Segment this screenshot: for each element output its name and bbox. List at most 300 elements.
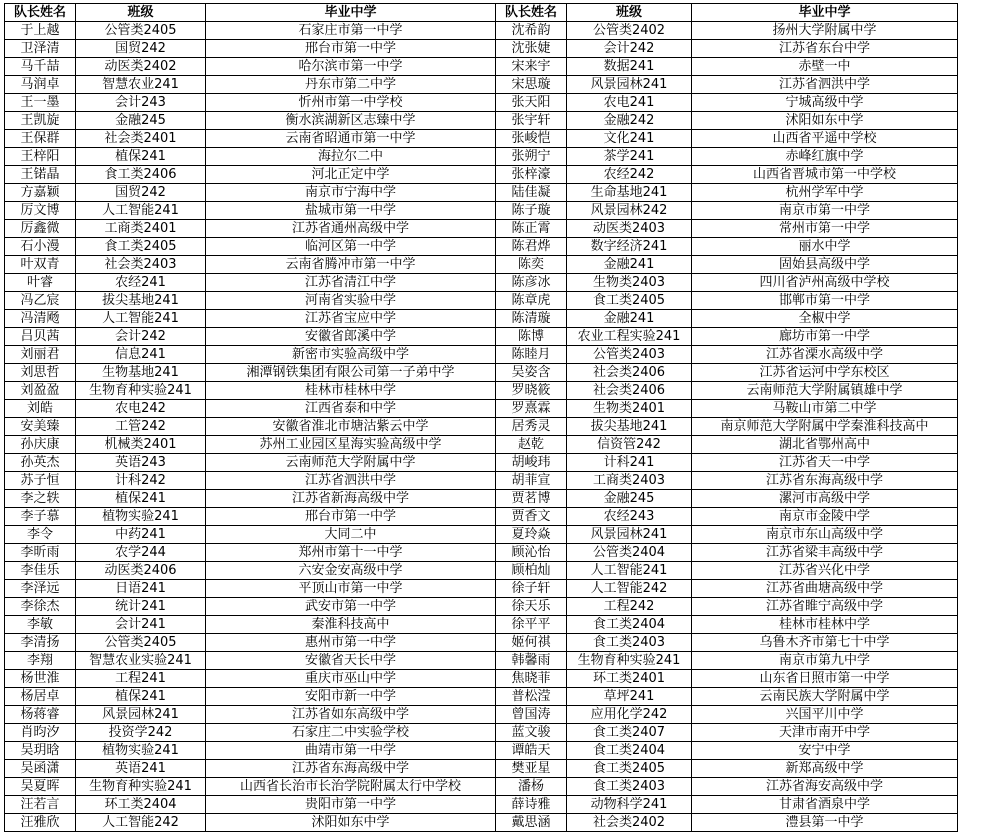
cell-leader-name-left: 石小漫 — [5, 238, 76, 256]
table-row — [5, 112, 958, 130]
cell-leader-name-left: 刘皓 — [5, 400, 76, 418]
cell-leader-name-right: 陈章虎 — [496, 292, 567, 310]
cell-school-left: 山西省长治市长治学院附属太行中学校 — [206, 778, 496, 796]
cell-class-left: 生物育种实验241 — [76, 778, 206, 796]
cell-school-left: 云南省昭通市第一中学 — [206, 130, 496, 148]
table-row — [5, 202, 958, 220]
cell-school-left: 大同二中 — [206, 526, 496, 544]
cell-class-left: 动医类2406 — [76, 562, 206, 580]
cell-school-right: 江苏省睢宁高级中学 — [692, 598, 958, 616]
cell-leader-name-right: 宋思璇 — [496, 76, 567, 94]
cell-school-left: 秦淮科技高中 — [206, 616, 496, 634]
cell-leader-name-right: 顾沁怡 — [496, 544, 567, 562]
cell-school-left: 江苏省清江中学 — [206, 274, 496, 292]
cell-leader-name-right: 姬何祺 — [496, 634, 567, 652]
cell-leader-name-right: 蓝文骏 — [496, 724, 567, 742]
cell-class-left: 信息241 — [76, 346, 206, 364]
table-row — [5, 400, 958, 418]
cell-class-left: 农经241 — [76, 274, 206, 292]
cell-school-right: 乌鲁木齐市第七十中学 — [692, 634, 958, 652]
cell-leader-name-right: 张天阳 — [496, 94, 567, 112]
table-row — [5, 418, 958, 436]
cell-school-right: 云南民族大学附属中学 — [692, 688, 958, 706]
header-school-left: 毕业中学 — [206, 4, 496, 22]
cell-class-right: 公管类2404 — [567, 544, 692, 562]
cell-school-left: 盐城市第一中学 — [206, 202, 496, 220]
cell-school-left: 郑州市第十一中学 — [206, 544, 496, 562]
table-row — [5, 22, 958, 40]
cell-school-left: 南京市宁海中学 — [206, 184, 496, 202]
cell-school-right: 南京市金陵中学 — [692, 508, 958, 526]
cell-class-left: 植物实验241 — [76, 742, 206, 760]
cell-school-right: 江苏省兴化中学 — [692, 562, 958, 580]
cell-leader-name-right: 樊亚星 — [496, 760, 567, 778]
cell-school-left: 河南省实验中学 — [206, 292, 496, 310]
cell-leader-name-right: 戴思涵 — [496, 814, 567, 832]
cell-class-right: 工商类2403 — [567, 472, 692, 490]
header-row — [5, 4, 958, 22]
cell-school-left: 湘潭钢铁集团有限公司第一子弟中学 — [206, 364, 496, 382]
cell-class-right: 信资管242 — [567, 436, 692, 454]
cell-school-right: 桂林市桂林中学 — [692, 616, 958, 634]
table-row — [5, 508, 958, 526]
cell-class-left: 植物实验241 — [76, 508, 206, 526]
table-body — [5, 22, 958, 832]
cell-leader-name-right: 宋来宇 — [496, 58, 567, 76]
cell-school-right: 南京市第九中学 — [692, 652, 958, 670]
cell-school-right: 廊坊市第一中学 — [692, 328, 958, 346]
cell-leader-name-left: 卫泽清 — [5, 40, 76, 58]
cell-leader-name-left: 李泽远 — [5, 580, 76, 598]
cell-leader-name-right: 罗熹霖 — [496, 400, 567, 418]
cell-class-right: 人工智能242 — [567, 580, 692, 598]
cell-class-left: 环工类2404 — [76, 796, 206, 814]
cell-class-right: 风景园林241 — [567, 526, 692, 544]
cell-leader-name-left: 厉鑫微 — [5, 220, 76, 238]
table-row — [5, 220, 958, 238]
cell-class-left: 国贸242 — [76, 184, 206, 202]
table-row — [5, 670, 958, 688]
cell-leader-name-right: 胡菲宣 — [496, 472, 567, 490]
cell-school-left: 惠州市第一中学 — [206, 634, 496, 652]
cell-leader-name-right: 吴姿含 — [496, 364, 567, 382]
cell-school-left: 衡水滨湖新区志臻中学 — [206, 112, 496, 130]
cell-leader-name-left: 李清扬 — [5, 634, 76, 652]
cell-class-right: 动物科学241 — [567, 796, 692, 814]
cell-class-right: 茶学241 — [567, 148, 692, 166]
cell-class-right: 食工类2407 — [567, 724, 692, 742]
cell-leader-name-right: 陈睦月 — [496, 346, 567, 364]
cell-class-right: 数字经济241 — [567, 238, 692, 256]
cell-class-right: 动医类2403 — [567, 220, 692, 238]
cell-class-left: 国贸242 — [76, 40, 206, 58]
cell-class-left: 拔尖基地241 — [76, 292, 206, 310]
cell-leader-name-right: 韩馨雨 — [496, 652, 567, 670]
cell-class-right: 数据241 — [567, 58, 692, 76]
cell-leader-name-left: 李昕雨 — [5, 544, 76, 562]
cell-class-left: 农学244 — [76, 544, 206, 562]
table-row — [5, 814, 958, 832]
cell-school-right: 兴国平川中学 — [692, 706, 958, 724]
cell-school-right: 澧县第一中学 — [692, 814, 958, 832]
cell-class-left: 食工类2405 — [76, 238, 206, 256]
cell-class-left: 智慧农业241 — [76, 76, 206, 94]
cell-leader-name-left: 冯清飏 — [5, 310, 76, 328]
cell-leader-name-left: 杨世淮 — [5, 670, 76, 688]
table-row — [5, 778, 958, 796]
cell-leader-name-right: 顾柏灿 — [496, 562, 567, 580]
cell-leader-name-right: 张朔宁 — [496, 148, 567, 166]
cell-school-left: 哈尔滨市第一中学 — [206, 58, 496, 76]
cell-class-left: 英语243 — [76, 454, 206, 472]
cell-class-right: 人工智能241 — [567, 562, 692, 580]
cell-school-left: 江西省泰和中学 — [206, 400, 496, 418]
cell-class-right: 农经242 — [567, 166, 692, 184]
cell-class-right: 生物育种实验241 — [567, 652, 692, 670]
cell-class-right: 社会类2406 — [567, 364, 692, 382]
cell-class-right: 金融241 — [567, 310, 692, 328]
cell-school-right: 甘肃省酒泉中学 — [692, 796, 958, 814]
cell-class-right: 公管类2403 — [567, 346, 692, 364]
cell-class-right: 草坪241 — [567, 688, 692, 706]
cell-class-left: 社会类2403 — [76, 256, 206, 274]
cell-school-left: 曲靖市第一中学 — [206, 742, 496, 760]
cell-leader-name-right: 潘杨 — [496, 778, 567, 796]
cell-class-left: 食工类2406 — [76, 166, 206, 184]
cell-school-left: 安徽省淮北市塘沽紫云中学 — [206, 418, 496, 436]
cell-leader-name-left: 马润卓 — [5, 76, 76, 94]
table-row — [5, 166, 958, 184]
table-row — [5, 364, 958, 382]
cell-leader-name-left: 安美臻 — [5, 418, 76, 436]
cell-class-left: 生物育种实验241 — [76, 382, 206, 400]
table-row — [5, 634, 958, 652]
cell-class-right: 拔尖基地241 — [567, 418, 692, 436]
cell-school-right: 漯河市高级中学 — [692, 490, 958, 508]
table-row — [5, 328, 958, 346]
cell-class-left: 工管242 — [76, 418, 206, 436]
cell-school-right: 江苏省曲塘高级中学 — [692, 580, 958, 598]
cell-school-left: 苏州工业园区星海实验高级中学 — [206, 436, 496, 454]
cell-leader-name-left: 刘盈盈 — [5, 382, 76, 400]
table-row — [5, 94, 958, 112]
table-row — [5, 796, 958, 814]
cell-school-left: 安徽省郎溪中学 — [206, 328, 496, 346]
cell-leader-name-left: 李翔 — [5, 652, 76, 670]
cell-class-right: 风景园林242 — [567, 202, 692, 220]
cell-class-right: 食工类2404 — [567, 616, 692, 634]
cell-class-right: 农业工程实验241 — [567, 328, 692, 346]
cell-class-left: 人工智能242 — [76, 814, 206, 832]
cell-leader-name-left: 王锘晶 — [5, 166, 76, 184]
cell-leader-name-left: 孙庆康 — [5, 436, 76, 454]
cell-class-right: 金融241 — [567, 256, 692, 274]
cell-leader-name-right: 焦晓菲 — [496, 670, 567, 688]
table-row — [5, 274, 958, 292]
cell-school-left: 云南省腾冲市第一中学 — [206, 256, 496, 274]
table-row — [5, 706, 958, 724]
table-row — [5, 562, 958, 580]
cell-leader-name-right: 薛诗雅 — [496, 796, 567, 814]
cell-class-left: 农电242 — [76, 400, 206, 418]
cell-school-left: 云南师范大学附属中学 — [206, 454, 496, 472]
cell-leader-name-right: 夏玲焱 — [496, 526, 567, 544]
cell-leader-name-left: 杨居卓 — [5, 688, 76, 706]
cell-school-left: 邢台市第一中学 — [206, 40, 496, 58]
cell-school-left: 江苏省新海高级中学 — [206, 490, 496, 508]
cell-school-right: 南京师范大学附属中学秦淮科技高中 — [692, 418, 958, 436]
cell-school-right: 丽水中学 — [692, 238, 958, 256]
cell-school-left: 贵阳市第一中学 — [206, 796, 496, 814]
cell-class-right: 生物类2403 — [567, 274, 692, 292]
cell-class-right: 农电241 — [567, 94, 692, 112]
table-row — [5, 238, 958, 256]
cell-class-left: 工商类2401 — [76, 220, 206, 238]
cell-school-left: 江苏省宝应中学 — [206, 310, 496, 328]
table-row — [5, 148, 958, 166]
cell-school-right: 新郑高级中学 — [692, 760, 958, 778]
cell-school-right: 南京市东山高级中学 — [692, 526, 958, 544]
cell-leader-name-right: 陈君烨 — [496, 238, 567, 256]
header-class-left: 班级 — [76, 4, 206, 22]
team-leader-table — [4, 3, 958, 832]
cell-leader-name-left: 王凯旋 — [5, 112, 76, 130]
cell-school-left: 新密市实验高级中学 — [206, 346, 496, 364]
cell-class-left: 机械类2401 — [76, 436, 206, 454]
cell-school-right: 山西省平遥中学校 — [692, 130, 958, 148]
cell-leader-name-left: 于上越 — [5, 22, 76, 40]
cell-leader-name-right: 陈子璇 — [496, 202, 567, 220]
cell-class-left: 动医类2402 — [76, 58, 206, 76]
cell-school-left: 忻州市第一中学校 — [206, 94, 496, 112]
cell-school-right: 马鞍山市第二中学 — [692, 400, 958, 418]
cell-leader-name-left: 叶双青 — [5, 256, 76, 274]
cell-school-right: 江苏省东海高级中学 — [692, 472, 958, 490]
table-row — [5, 58, 958, 76]
cell-leader-name-right: 胡峻玮 — [496, 454, 567, 472]
cell-class-left: 会计243 — [76, 94, 206, 112]
cell-leader-name-left: 冯乙宸 — [5, 292, 76, 310]
table-row — [5, 598, 958, 616]
cell-school-left: 武安市第一中学 — [206, 598, 496, 616]
header-leader-name-left: 队长姓名 — [5, 4, 76, 22]
cell-school-left: 平顶山市第一中学 — [206, 580, 496, 598]
cell-school-right: 沭阳如东中学 — [692, 112, 958, 130]
cell-class-right: 风景园林241 — [567, 76, 692, 94]
cell-class-right: 工程242 — [567, 598, 692, 616]
cell-leader-name-right: 陈彦冰 — [496, 274, 567, 292]
cell-leader-name-left: 王保群 — [5, 130, 76, 148]
cell-class-right: 社会类2402 — [567, 814, 692, 832]
cell-class-right: 社会类2406 — [567, 382, 692, 400]
cell-leader-name-right: 赵乾 — [496, 436, 567, 454]
cell-school-left: 石家庄二中实验学校 — [206, 724, 496, 742]
cell-leader-name-right: 张峻恺 — [496, 130, 567, 148]
cell-school-left: 六安金安高级中学 — [206, 562, 496, 580]
cell-leader-name-right: 普松滢 — [496, 688, 567, 706]
cell-school-left: 重庆市巫山中学 — [206, 670, 496, 688]
cell-class-left: 计科242 — [76, 472, 206, 490]
table-row — [5, 292, 958, 310]
cell-school-left: 安阳市新一中学 — [206, 688, 496, 706]
table-row — [5, 724, 958, 742]
cell-leader-name-left: 肖昀汐 — [5, 724, 76, 742]
cell-school-right: 四川省泸州高级中学校 — [692, 274, 958, 292]
table-row — [5, 760, 958, 778]
cell-leader-name-left: 王一墨 — [5, 94, 76, 112]
table-row — [5, 76, 958, 94]
cell-leader-name-left: 刘丽君 — [5, 346, 76, 364]
header-class-right: 班级 — [567, 4, 692, 22]
header-school-right: 毕业中学 — [692, 4, 958, 22]
cell-leader-name-right: 张宇轩 — [496, 112, 567, 130]
cell-class-left: 会计242 — [76, 328, 206, 346]
cell-school-left: 桂林市桂林中学 — [206, 382, 496, 400]
cell-leader-name-right: 张梓濠 — [496, 166, 567, 184]
header-leader-name-right: 队长姓名 — [496, 4, 567, 22]
table-row — [5, 616, 958, 634]
cell-class-left: 植保241 — [76, 490, 206, 508]
cell-leader-name-left: 方嘉颖 — [5, 184, 76, 202]
cell-school-right: 江苏省梁丰高级中学 — [692, 544, 958, 562]
cell-leader-name-left: 王梓阳 — [5, 148, 76, 166]
cell-school-right: 赤峰红旗中学 — [692, 148, 958, 166]
table-row — [5, 256, 958, 274]
cell-leader-name-left: 汪雅欣 — [5, 814, 76, 832]
cell-class-left: 人工智能241 — [76, 310, 206, 328]
table-row — [5, 742, 958, 760]
cell-school-left: 石家庄市第一中学 — [206, 22, 496, 40]
cell-leader-name-left: 刘思哲 — [5, 364, 76, 382]
cell-leader-name-right: 陈奕 — [496, 256, 567, 274]
cell-class-left: 生物基地241 — [76, 364, 206, 382]
cell-class-left: 中药241 — [76, 526, 206, 544]
cell-school-right: 江苏省溧水高级中学 — [692, 346, 958, 364]
table-row — [5, 580, 958, 598]
cell-leader-name-left: 李徐杰 — [5, 598, 76, 616]
cell-school-right: 江苏省海安高级中学 — [692, 778, 958, 796]
cell-school-right: 山西省晋城市第一中学校 — [692, 166, 958, 184]
cell-school-left: 丹东市第二中学 — [206, 76, 496, 94]
cell-school-right: 江苏省天一中学 — [692, 454, 958, 472]
table-row — [5, 184, 958, 202]
cell-class-right: 生命基地241 — [567, 184, 692, 202]
cell-class-left: 人工智能241 — [76, 202, 206, 220]
cell-school-left: 江苏省如东高级中学 — [206, 706, 496, 724]
cell-leader-name-left: 吴函潇 — [5, 760, 76, 778]
cell-leader-name-left: 吕贝茜 — [5, 328, 76, 346]
cell-school-left: 安徽省天长中学 — [206, 652, 496, 670]
cell-school-left: 沭阳如东中学 — [206, 814, 496, 832]
cell-class-left: 公管类2405 — [76, 22, 206, 40]
cell-leader-name-left: 苏子恒 — [5, 472, 76, 490]
cell-class-left: 投资学242 — [76, 724, 206, 742]
cell-class-left: 统计241 — [76, 598, 206, 616]
cell-school-left: 河北正定中学 — [206, 166, 496, 184]
cell-class-left: 金融245 — [76, 112, 206, 130]
cell-school-left: 邢台市第一中学 — [206, 508, 496, 526]
cell-leader-name-right: 陆佳凝 — [496, 184, 567, 202]
table-row — [5, 436, 958, 454]
cell-leader-name-left: 吴夏晖 — [5, 778, 76, 796]
cell-class-left: 公管类2405 — [76, 634, 206, 652]
cell-school-right: 邯郸市第一中学 — [692, 292, 958, 310]
table-row — [5, 526, 958, 544]
cell-leader-name-right: 徐子轩 — [496, 580, 567, 598]
cell-class-left: 社会类2401 — [76, 130, 206, 148]
cell-leader-name-left: 李敏 — [5, 616, 76, 634]
cell-class-right: 食工类2405 — [567, 292, 692, 310]
cell-leader-name-right: 陈博 — [496, 328, 567, 346]
cell-leader-name-left: 李子慕 — [5, 508, 76, 526]
cell-leader-name-right: 谭皓天 — [496, 742, 567, 760]
cell-school-right: 江苏省运河中学东校区 — [692, 364, 958, 382]
table-row — [5, 310, 958, 328]
cell-class-left: 英语241 — [76, 760, 206, 778]
cell-leader-name-right: 罗晓筱 — [496, 382, 567, 400]
cell-leader-name-left: 汪若言 — [5, 796, 76, 814]
table-row — [5, 130, 958, 148]
cell-school-left: 江苏省泗洪中学 — [206, 472, 496, 490]
cell-school-right: 常州市第一中学 — [692, 220, 958, 238]
cell-leader-name-right: 沈张婕 — [496, 40, 567, 58]
cell-school-right: 湖北省鄂州高中 — [692, 436, 958, 454]
cell-class-right: 食工类2405 — [567, 760, 692, 778]
table-row — [5, 544, 958, 562]
cell-class-right: 文化241 — [567, 130, 692, 148]
cell-leader-name-left: 厉文博 — [5, 202, 76, 220]
table-row — [5, 346, 958, 364]
table-row — [5, 472, 958, 490]
cell-leader-name-left: 吴玥晗 — [5, 742, 76, 760]
cell-class-right: 公管类2402 — [567, 22, 692, 40]
cell-leader-name-left: 叶睿 — [5, 274, 76, 292]
cell-class-right: 环工类2401 — [567, 670, 692, 688]
cell-leader-name-right: 曾国涛 — [496, 706, 567, 724]
table-row — [5, 382, 958, 400]
cell-class-left: 工程241 — [76, 670, 206, 688]
cell-school-right: 江苏省东台中学 — [692, 40, 958, 58]
cell-class-right: 生物类2401 — [567, 400, 692, 418]
cell-school-left: 临河区第一中学 — [206, 238, 496, 256]
cell-class-right: 食工类2403 — [567, 778, 692, 796]
cell-leader-name-right: 贾香文 — [496, 508, 567, 526]
cell-class-right: 应用化学242 — [567, 706, 692, 724]
cell-leader-name-right: 居秀灵 — [496, 418, 567, 436]
cell-school-right: 天津市南开中学 — [692, 724, 958, 742]
cell-leader-name-right: 陈清璇 — [496, 310, 567, 328]
cell-leader-name-left: 杨蒋睿 — [5, 706, 76, 724]
cell-class-left: 植保241 — [76, 688, 206, 706]
cell-leader-name-right: 徐平平 — [496, 616, 567, 634]
cell-class-left: 会计241 — [76, 616, 206, 634]
cell-school-right: 固始县高级中学 — [692, 256, 958, 274]
cell-leader-name-left: 孙英杰 — [5, 454, 76, 472]
cell-leader-name-right: 徐天乐 — [496, 598, 567, 616]
table-row — [5, 490, 958, 508]
cell-school-left: 江苏省东海高级中学 — [206, 760, 496, 778]
table-row — [5, 652, 958, 670]
cell-school-right: 云南师范大学附属镇雄中学 — [692, 382, 958, 400]
cell-school-right: 扬州大学附属中学 — [692, 22, 958, 40]
cell-class-left: 风景园林241 — [76, 706, 206, 724]
cell-school-right: 宁城高级中学 — [692, 94, 958, 112]
table-row — [5, 40, 958, 58]
cell-leader-name-left: 李之轶 — [5, 490, 76, 508]
cell-school-right: 南京市第一中学 — [692, 202, 958, 220]
cell-leader-name-left: 李令 — [5, 526, 76, 544]
cell-leader-name-left: 李佳乐 — [5, 562, 76, 580]
